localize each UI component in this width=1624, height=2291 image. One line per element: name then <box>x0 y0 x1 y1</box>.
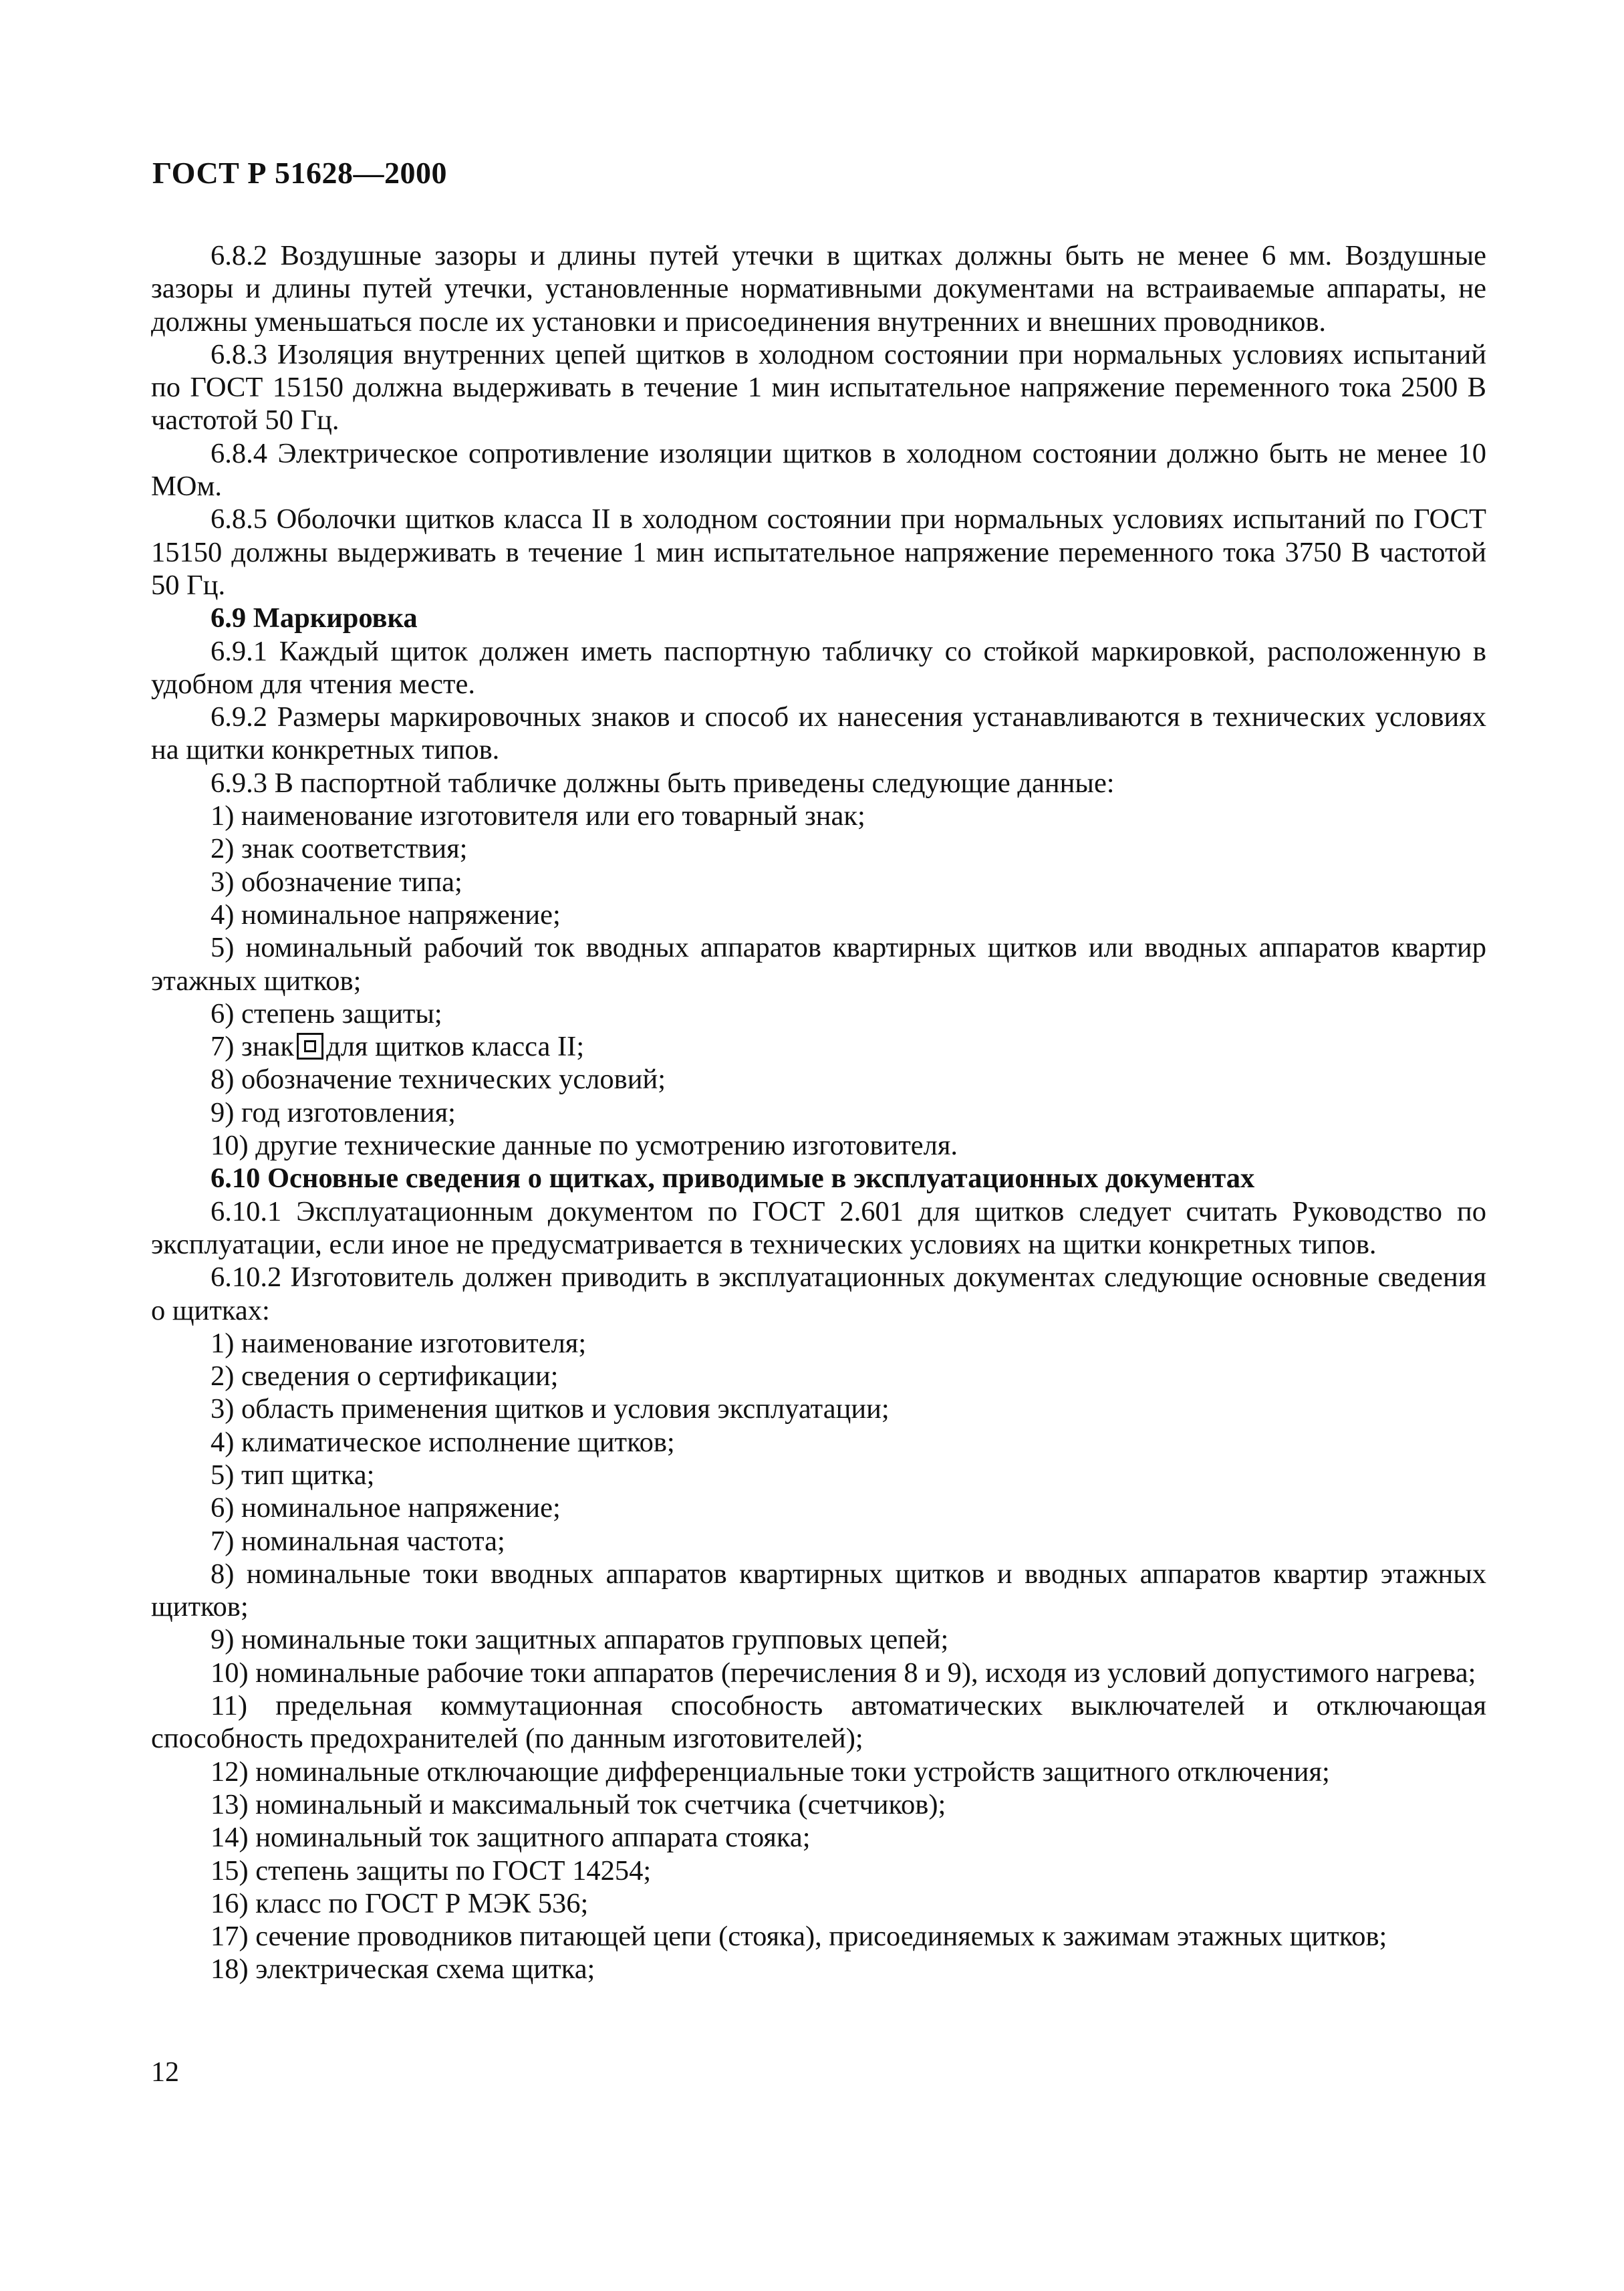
list-item: 6) степень защиты; <box>211 997 442 1030</box>
list-item: 11) предельная коммутационная способность автоматических выключателей и отключающая способность предохранителей (по данным изготовителей); <box>151 1690 1486 1755</box>
section-heading-6-10: 6.10 Основные сведения о щитках, приводимые в эксплуатационных документах <box>211 1163 1255 1195</box>
list-item <box>151 1030 1486 1063</box>
list-item: 5) тип щитка; <box>211 1459 375 1491</box>
section-heading-6-9: 6.9 Маркировка <box>211 602 418 634</box>
paragraph-6-8-2: 6.8.2 Воздушные зазоры и длины путей утечки в щитках должны быть не менее 6 мм. Воздушные зазоры и длины путей утечки, установленные нормативными документами на встраиваемые аппараты, не должны уменьшаться после их установки и присоединения внутренних и внешних проводников. <box>151 240 1486 338</box>
list-item: 18) электрическая схема щитка; <box>211 1953 595 1985</box>
page-number: 12 <box>151 2057 179 2088</box>
paragraph-6-10-2: 6.10.2 Изготовитель должен приводить в эксплуатационных документах следующие основные сведения о щитках: <box>151 1261 1486 1326</box>
list-item: 16) класс по ГОСТ Р МЭК 536; <box>211 1887 589 1919</box>
paragraph-6-9-3: 6.9.3 В паспортной табличке должны быть приведены следующие данные: <box>211 767 1115 799</box>
list-item: 8) номинальные токи вводных аппаратов квартирных щитков и вводных аппаратов квартир этажных щитков; <box>151 1558 1486 1623</box>
list-item: 4) климатическое исполнение щитков; <box>211 1426 675 1458</box>
paragraph-6-10-1: 6.10.1 Эксплуатационным документом по ГОСТ 2.601 для щитков следует считать Руководство по эксплуатации, если иное не предусматривается в технических условиях на щитки конкретных типов. <box>151 1195 1486 1260</box>
list-item: 9) год изготовления; <box>211 1096 456 1128</box>
list-item: 10) номинальные рабочие токи аппаратов (перечисления 8 и 9), исходя из условий допустимого нагрева; <box>211 1657 1476 1689</box>
list-item-text: 7) знак <box>211 1031 295 1063</box>
list-item: 2) сведения о сертификации; <box>211 1360 559 1393</box>
list-item: 4) номинальное напряжение; <box>211 898 561 931</box>
list-item: 12) номинальные отключающие дифференциальные токи устройств защитного отключения; <box>211 1756 1330 1788</box>
page-header: ГОСТ Р 51628—2000 <box>152 156 447 190</box>
paragraph-6-9-2: 6.9.2 Размеры маркировочных знаков и способ их нанесения устанавливаются в технических условиях на щитки конкретных типов. <box>151 701 1486 766</box>
list-item: 1) наименование изготовителя; <box>211 1327 587 1359</box>
list-item: 9) номинальные токи защитных аппаратов групповых цепей; <box>211 1624 949 1656</box>
list-item: 15) степень защиты по ГОСТ 14254; <box>211 1854 652 1887</box>
list-item: 14) номинальный ток защитного аппарата стояка; <box>211 1822 811 1854</box>
marking-list <box>151 800 1486 1162</box>
list-item: 13) номинальный и максимальный ток счетчика (счетчиков); <box>211 1788 946 1820</box>
paragraph-6-8-3: 6.8.3 Изоляция внутренних цепей щитков в холодном состоянии при нормальных условиях испытаний по ГОСТ 15150 должна выдерживать в течение 1 мин испытательное напряжение переменного тока 2500 В частотой 50 Гц. <box>151 338 1486 437</box>
list-item: 3) область применения щитков и условия эксплуатации; <box>211 1393 890 1425</box>
list-item: 17) сечение проводников питающей цепи (стояка), присоединяемых к зажимам этажных щитков; <box>211 1921 1387 1953</box>
list-item: 2) знак соответствия; <box>211 833 468 865</box>
list-item-text: для щитков класса II; <box>326 1031 585 1063</box>
list-item: 1) наименование изготовителя или его товарный знак; <box>211 800 865 832</box>
list-item: 7) номинальная частота; <box>211 1525 505 1557</box>
paragraph-6-9-1: 6.9.1 Каждый щиток должен иметь паспортную табличку со стойкой маркировкой, расположенную в удобном для чтения месте. <box>151 635 1486 700</box>
document-body <box>151 239 1486 1986</box>
class-ii-double-square-icon <box>297 1033 323 1060</box>
documentation-list <box>151 1327 1486 1986</box>
list-item: 6) номинальное напряжение; <box>211 1492 561 1524</box>
list-item: 10) другие технические данные по усмотрению изготовителя. <box>211 1130 958 1162</box>
list-item: 3) обозначение типа; <box>211 866 462 898</box>
paragraph-6-8-4: 6.8.4 Электрическое сопротивление изоляции щитков в холодном состоянии должно быть не менее 10 МОм. <box>151 437 1486 503</box>
paragraph-6-8-5: 6.8.5 Оболочки щитков класса II в холодном состоянии при нормальных условиях испытаний по ГОСТ 15150 должны выдерживать в течение 1 мин испытательное напряжение переменного тока 3750 В частотой 50 Гц. <box>151 503 1486 601</box>
list-item: 5) номинальный рабочий ток вводных аппаратов квартирных щитков или вводных аппаратов квартир этажных щитков; <box>151 932 1486 997</box>
list-item: 8) обозначение технических условий; <box>211 1064 666 1096</box>
